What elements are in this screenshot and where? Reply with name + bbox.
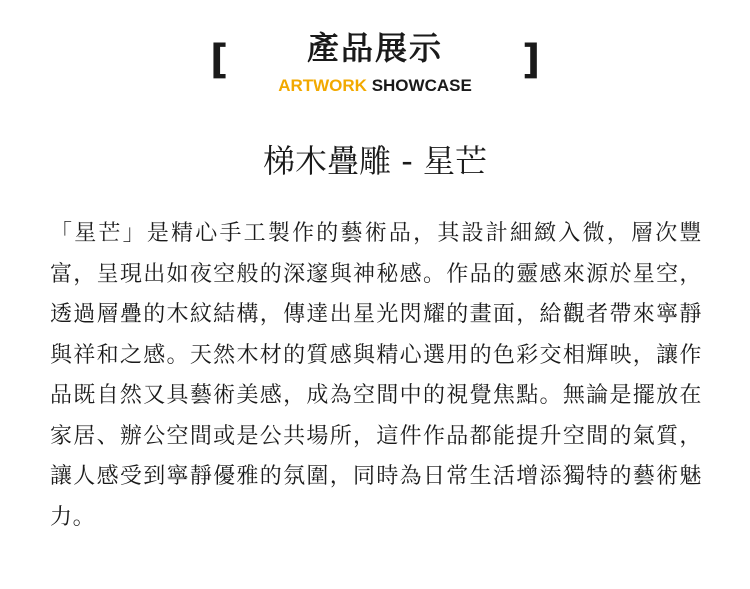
- subtitle-rest-word: SHOWCASE: [371, 76, 472, 95]
- section-header: [0, 0, 750, 110]
- section-title: 產品展示: [306, 29, 443, 67]
- left-bracket: [: [210, 37, 229, 83]
- subtitle-accent-word: ARTWORK: [278, 76, 367, 95]
- right-bracket: ]: [522, 37, 541, 83]
- product-description: 「星芒」是精心手工製作的藝術品，其設計細緻入微，層次豐富，呈現出如夜空般的深邃與神秘感。作品的靈感來源於星空，透過層疊的木紋結構，傳達出星光閃耀的畫面，給觀者帶來寧靜與祥和之感。天然木材的質感與精心選用的色彩交相輝映，讓作品既自然又具藝術美感，成為空間中的視覺焦點。無論是擺放在家居、辦公空間或是公共場所，這件作品都能提升空間的氣質，讓人感受到寧靜優雅的氛圍，同時為日常生活增添獨特的藝術魅力。: [50, 221, 702, 530]
- product-title: 梯木疊雕 - 星芒: [263, 142, 487, 180]
- section-subtitle: [0, 76, 750, 96]
